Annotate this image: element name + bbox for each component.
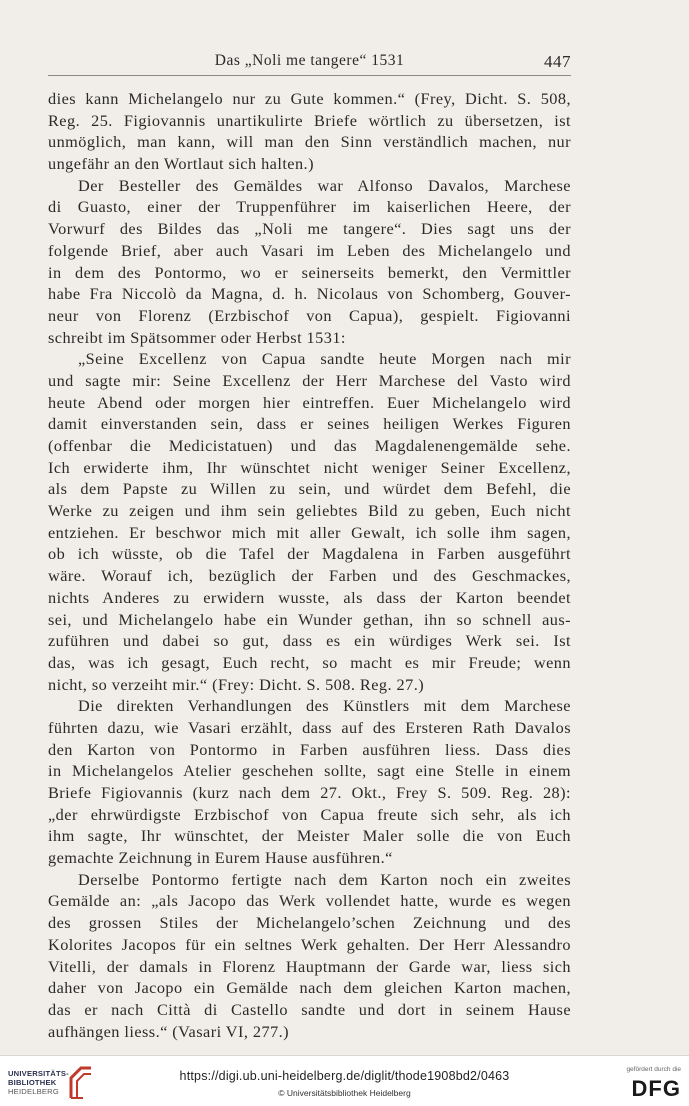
text-line: Kolorites Jacopos für ein seltnes Werk gehalten. Der Herr Alessandro: [48, 934, 571, 954]
dfg-caption: gefördert durch die: [626, 1066, 681, 1073]
page-number: 447: [544, 52, 571, 71]
text-line: unmöglich, man kann, will man den Sinn verständlich machen, nur: [48, 132, 571, 152]
dfg-logo-icon: DFG: [631, 1076, 681, 1101]
text-line: Ich erwiderte ihm, Ihr wünschtet nicht weniger Seiner Excellenz,: [48, 457, 571, 477]
text-line: ob ich wüsste, ob die Tafel der Magdalena in Farben ausgeführt: [48, 544, 571, 564]
text-line: Reg. 25. Figiovannis unartikulirte Briefe wörtlich zu übersetzen, ist: [48, 110, 571, 130]
library-name-line: HEIDELBERG: [8, 1087, 59, 1096]
paragraph-start-line: Die direkten Verhandlungen des Künstlers mit dem Marchese: [78, 696, 571, 716]
text-line: gemachte Zeichnung in Eurem Hause ausführen.“: [48, 848, 393, 868]
text-line: damit einverstanden sein, dass er seines heiligen Werkes Figuren: [48, 414, 571, 434]
text-line: „der ehrwürdigste Erzbischof von Capua freute sich sehr, als ich: [48, 804, 571, 824]
body-text: [48, 88, 571, 1042]
text-line: das, was ich gesagt, Euch recht, so macht es mir Freude; wenn: [48, 652, 571, 672]
text-line: folgende Brief, aber auch Vasari im Leben des Michelangelo und: [48, 240, 571, 260]
text-line: di Guasto, einer der Truppenführer im kaiserlichen Heere, der: [48, 197, 571, 217]
text-line: habe Fra Niccolò da Magna, d. h. Nicolaus von Schomberg, Gouver-: [48, 284, 571, 304]
library-name-line: BIBLIOTHEK: [8, 1078, 57, 1087]
running-title: Das „Noli me tangere“ 1531: [214, 52, 405, 69]
text-line: daher von Jacopo ein Gemälde nach dem gleichen Karton machen,: [48, 978, 571, 998]
text-line: (offenbar die Medicistatuen) und das Magdalenengemälde sehe.: [48, 436, 571, 455]
text-line: ihm sagte, Ihr wünschtet, der Meister Maler solle die von Euch: [48, 826, 571, 846]
footer-bar: [0, 1055, 689, 1106]
text-line: neur von Florenz (Erzbischof von Capua), gespielt. Figiovanni: [48, 305, 571, 325]
text-line: als dem Papste zu Willen zu sein, und würdet dem Befehl, die: [48, 479, 571, 499]
text-line: ungefähr an den Wortlaut sich halten.): [48, 154, 314, 174]
document-url[interactable]: https://digi.ub.uni-heidelberg.de/diglit/thode1908bd2/0463: [179, 1069, 510, 1083]
text-line: Gemälde an: „als Jacopo das Werk vollendet hatte, wurde es wegen: [48, 891, 571, 911]
text-line: sei, und Michelangelo habe ein Wunder gethan, ihn so schnell aus-: [48, 609, 571, 629]
copyright-notice: © Universitätsbibliothek Heidelberg: [278, 1088, 411, 1098]
document-url-link[interactable]: [0, 1069, 689, 1083]
text-line: in Michelangelos Atelier geschehen sollte, sagt eine Stelle in einem: [48, 761, 571, 781]
text-line: den Karton von Pontormo in Farben ausführen liess. Dass dies: [48, 739, 571, 759]
library-name-line: UNIVERSITÄTS-: [8, 1069, 69, 1078]
text-line: Vorwurf des Bildes das „Noli me tangere“. Dies sagt uns der: [48, 219, 571, 239]
text-line: Vitelli, der damals in Florenz Hauptmann der Garde war, liess sich: [48, 956, 571, 976]
paragraph-start-line: Derselbe Pontormo fertigte nach dem Karton noch ein zweites: [78, 869, 571, 889]
paragraph-start-line: Der Besteller des Gemäldes war Alfonso Davalos, Marchese: [78, 175, 571, 195]
text-line: das er nach Città di Castello sandte und dort in seinem Hause: [48, 999, 571, 1019]
text-line: aufhängen liess.“ (Vasari VI, 277.): [48, 1021, 290, 1041]
text-line: zuführen und dabei so gut, dass es ein würdiges Werk sei. Ist: [48, 631, 571, 651]
text-line: des grossen Stiles der Michelangelo’schen Zeichnung und des: [48, 913, 571, 933]
text-line: wäre. Worauf ich, bezüglich der Farben und des Geschmackes,: [48, 566, 571, 586]
text-line: heute Abend oder morgen hier eintreffen. Euer Michelangelo wird: [48, 392, 571, 412]
text-line: entziehen. Er beschwor mich mit aller Gewalt, ich solle ihm sagen,: [48, 522, 571, 542]
text-line: in dem des Pontormo, wo er seinerseits bemerkt, den Vermittler: [48, 262, 571, 282]
text-line: nicht, so verzeiht mir.“ (Frey: Dicht. S. 508. Reg. 27.): [48, 674, 425, 694]
text-line: Werke zu zeigen und ihm sein geliebtes Bild zu geben, Euch nicht: [48, 501, 571, 521]
text-line: Briefe Figiovannis (kurz nach dem 27. Okt., Frey S. 509. Reg. 28):: [48, 783, 571, 802]
page-header: [48, 49, 571, 76]
quote-start-line: „Seine Excellenz von Capua sandte heute Morgen nach mir: [78, 349, 571, 369]
text-line: führten dazu, wie Vasari erzählt, dass auf des Ersteren Rath Davalos: [48, 717, 571, 737]
text-line: dies kann Michelangelo nur zu Gute kommen.“ (Frey, Dicht. S. 508,: [48, 89, 571, 108]
text-line: und sagte mir: Seine Excellenz der Herr Marchese del Vasto wird: [48, 370, 571, 390]
text-line: nichts Anderes zu erwidern wusste, als dass der Karton beendet: [48, 587, 571, 607]
text-line: schreibt im Spätsommer oder Herbst 1531:: [48, 327, 346, 347]
